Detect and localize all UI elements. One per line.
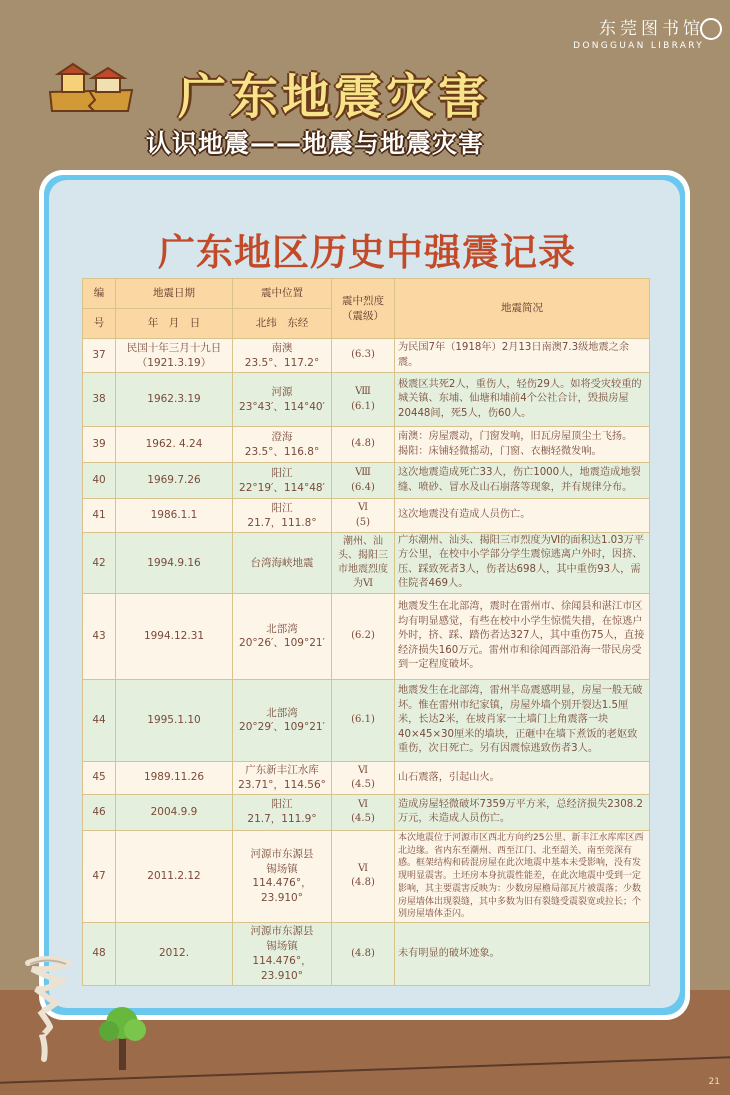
table-row bbox=[83, 923, 650, 986]
poster-subtitle: 认识地震——地震与地震灾害 bbox=[146, 129, 485, 158]
row-location: 河源 23°43′、114°40′ bbox=[233, 373, 332, 427]
row-intensity: Ⅵ (4.5) bbox=[332, 794, 395, 830]
row-date: 1989.11.26 bbox=[116, 761, 233, 794]
row-date: 1995.1.10 bbox=[116, 679, 233, 761]
header-number-top: 编 bbox=[83, 279, 116, 309]
row-location: 台湾海峡地震 bbox=[233, 533, 332, 594]
row-intensity: Ⅷ (6.4) bbox=[332, 463, 395, 499]
row-location: 北部湾 20°29′、109°21′ bbox=[233, 679, 332, 761]
header-intensity: 震中烈度 （震级） bbox=[332, 279, 395, 339]
row-number: 40 bbox=[83, 463, 116, 499]
row-intensity: (4.8) bbox=[332, 923, 395, 986]
row-location: 广东新丰江水库 23.71°，114.56° bbox=[233, 761, 332, 794]
earthquake-record-table bbox=[82, 278, 650, 986]
header-number-bottom: 号 bbox=[83, 309, 116, 339]
table-row bbox=[83, 427, 650, 463]
row-description: 这次地震没有造成人员伤亡。 bbox=[395, 499, 650, 533]
row-intensity: Ⅵ (4.8) bbox=[332, 830, 395, 922]
row-description: 为民国7年（1918年）2月13日南澳7.3级地震之余震。 bbox=[395, 339, 650, 373]
section-title: 广东地区历史中强震记录 bbox=[158, 231, 576, 274]
library-name-en: DONGGUAN LIBRARY bbox=[573, 41, 704, 51]
row-intensity: Ⅷ (6.1) bbox=[332, 373, 395, 427]
row-number: 41 bbox=[83, 499, 116, 533]
row-intensity: (6.3) bbox=[332, 339, 395, 373]
table-row bbox=[83, 593, 650, 679]
tornado-icon bbox=[24, 955, 72, 1065]
row-date: 2012. bbox=[116, 923, 233, 986]
row-location: 阳江 21.7，111.8° bbox=[233, 499, 332, 533]
library-logo-icon bbox=[700, 18, 722, 40]
table-row bbox=[83, 499, 650, 533]
row-intensity: 潮州、汕头、揭阳三市地震烈度为Ⅵ bbox=[332, 533, 395, 594]
row-number: 44 bbox=[83, 679, 116, 761]
row-intensity: Ⅵ (5) bbox=[332, 499, 395, 533]
row-description: 山石震落，引起山火。 bbox=[395, 761, 650, 794]
row-number: 37 bbox=[83, 339, 116, 373]
row-date: 民国十年三月十九日 （1921.3.19） bbox=[116, 339, 233, 373]
row-number: 46 bbox=[83, 794, 116, 830]
row-location: 阳江 22°19′、114°48′ bbox=[233, 463, 332, 499]
header-location: 震中位置 bbox=[233, 279, 332, 309]
table-row bbox=[83, 339, 650, 373]
row-description: 本次地震位于河源市区西北方向约25公里、新丰江水库库区西北边缘。省内东至潮州、西至江门、北至韶关、南至莞深有感。框架结构和砖混房屋在此次地震中基本未受影响，没有发现明显震害。土坯房本身抗震性能差，在此次地震中受到一定影响，其主要震害反映为：少数房屋檐局部瓦片被震落；少数房屋墙体出现裂缝，其中多数为旧有裂缝受震裂宽或拉长；个别房屋墙体歪闪。 bbox=[395, 830, 650, 922]
table-row bbox=[83, 463, 650, 499]
row-number: 38 bbox=[83, 373, 116, 427]
row-intensity: (6.1) bbox=[332, 679, 395, 761]
table-row bbox=[83, 794, 650, 830]
header-description: 地震简况 bbox=[395, 279, 650, 339]
poster-title: 广东地震灾害 bbox=[178, 69, 491, 125]
row-description: 南澳：房屋震动，门窗发响，旧瓦房屋顶尘土飞扬。 揭阳：床铺轻微摇动，门窗、衣橱轻微发响。 bbox=[395, 427, 650, 463]
row-intensity: (4.8) bbox=[332, 427, 395, 463]
row-location: 南澳 23.5°、117.2° bbox=[233, 339, 332, 373]
header-date: 地震日期 bbox=[116, 279, 233, 309]
row-date: 1969.7.26 bbox=[116, 463, 233, 499]
row-number: 47 bbox=[83, 830, 116, 922]
table-row bbox=[83, 533, 650, 594]
tree-icon bbox=[95, 1002, 150, 1072]
library-name-cn: 东莞图书馆 bbox=[599, 19, 704, 39]
row-location: 澄海 23.5°、116.8° bbox=[233, 427, 332, 463]
row-number: 45 bbox=[83, 761, 116, 794]
row-description: 广东潮州、汕头、揭阳三市烈度为Ⅵ的面积达1.03万平方公里，在校中小学部分学生震惊逃离户外时，因挤、压、踩致死者3人，伤者达698人，其中重伤93人，需住院者469人。 bbox=[395, 533, 650, 594]
row-number: 42 bbox=[83, 533, 116, 594]
row-date: 1994.12.31 bbox=[116, 593, 233, 679]
row-description: 地震发生在北部湾，震时在雷州市、徐闻县和湛江市区均有明显感觉，有些在校中小学生惊慌失措，在惊逃户外时，挤、踩、踏伤者达327人，其中重伤75人，直接经济损失160万元。雷州市和徐闻西部沿海一带民房受到一定程度破坏。 bbox=[395, 593, 650, 679]
row-description: 地震发生在北部湾，雷州半岛震感明显，房屋一般无破坏。惟在雷州市纪家镇，房屋外墙个别开裂达1.5厘米，长达2米，在坡肖家一土墙门上角震落一块40×45×30厘米的墙块，正砸中在墙下煮饭的老妪致重伤，次日死亡。另有因震惊逃致伤者3人。 bbox=[395, 679, 650, 761]
row-description: 造成房屋轻微破坏7359万平方米，总经济损失2308.2万元，未造成人员伤亡。 bbox=[395, 794, 650, 830]
table-row bbox=[83, 373, 650, 427]
row-description: 极震区共死2人，重伤人，轻伤29人。如将受灾较重的城关镇、东埔、仙塘和埔前4个公社合计，毁损房屋20448间，死5人，伤60人。 bbox=[395, 373, 650, 427]
broken-house-icon bbox=[48, 62, 134, 112]
row-date: 1994.9.16 bbox=[116, 533, 233, 594]
row-location: 阳江 21.7，111.9° bbox=[233, 794, 332, 830]
header-date-sub: 年 月 日 bbox=[116, 309, 233, 339]
row-location: 河源市东源县 锡场镇 114.476°，23.910° bbox=[233, 923, 332, 986]
row-intensity: (6.2) bbox=[332, 593, 395, 679]
row-number: 48 bbox=[83, 923, 116, 986]
header-location-sub: 北纬 东经 bbox=[233, 309, 332, 339]
row-date: 1986.1.1 bbox=[116, 499, 233, 533]
row-location: 北部湾 20°26′、109°21′ bbox=[233, 593, 332, 679]
row-number: 43 bbox=[83, 593, 116, 679]
table-row bbox=[83, 830, 650, 922]
row-intensity: Ⅵ (4.5) bbox=[332, 761, 395, 794]
row-date: 1962. 4.24 bbox=[116, 427, 233, 463]
row-date: 2004.9.9 bbox=[116, 794, 233, 830]
row-date: 2011.2.12 bbox=[116, 830, 233, 922]
table-row bbox=[83, 679, 650, 761]
row-number: 39 bbox=[83, 427, 116, 463]
page-number: 21 bbox=[708, 1077, 720, 1087]
row-location: 河源市东源县 锡场镇 114.476°，23.910° bbox=[233, 830, 332, 922]
table-row bbox=[83, 761, 650, 794]
library-brand bbox=[573, 14, 704, 51]
row-date: 1962.3.19 bbox=[116, 373, 233, 427]
row-description: 这次地震造成死亡33人，伤亡1000人，地震造成地裂缝、喷砂、冒水及山石崩落等现象，并有规律分布。 bbox=[395, 463, 650, 499]
row-description: 未有明显的破坏迹象。 bbox=[395, 923, 650, 986]
